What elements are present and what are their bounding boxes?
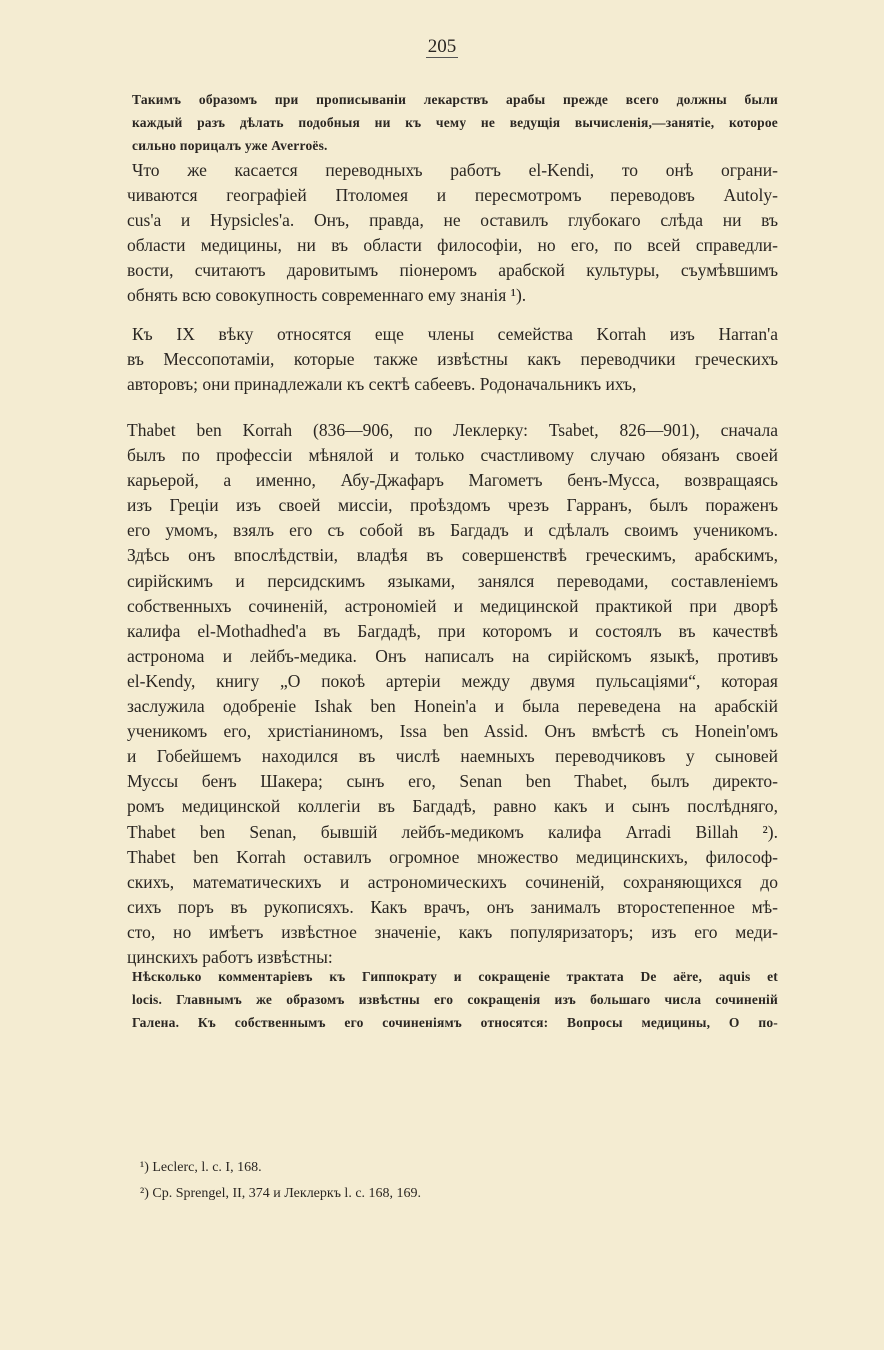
paragraph-kendi (127, 158, 778, 309)
intro-line: Такимъ образомъ при прописываніи лекарствъ арабы прежде всего должны были (132, 92, 778, 107)
text-line: въ Мессопотаміи, которые также извѣстны какъ переводчики греческихъ (127, 349, 778, 370)
text-line: вости, считаютъ даровитымъ піонеромъ арабской культуры, съумѣвшимъ (127, 260, 778, 281)
text-line: заслужила одобреніе Ishak ben Honein'a и была переведена на арабскій (127, 696, 778, 717)
paragraph-korrah-family (127, 322, 778, 397)
text-line: карьерой, а именно, Абу-Джафаръ Магометъ бенъ-Мусса, возвращаясь (127, 470, 778, 491)
text-line: былъ по профессіи мѣнялой и только счастливому случаю обязанъ своей (127, 445, 778, 466)
text-line: Thabet ben Korrah (836—906, по Леклерку: Tsabet, 826—901), сначала (127, 420, 778, 440)
works-list (132, 965, 778, 1034)
intro-text (132, 88, 778, 157)
text-line: Къ IX вѣку относятся еще члены семейства Korrah изъ Harran'a (132, 324, 778, 344)
text-line: Что же касается переводныхъ работъ el-Kendi, то онѣ ограни- (132, 160, 778, 180)
page-number: 205 (427, 36, 457, 57)
text-line: авторовъ; они принадлежали къ сектѣ сабеевъ. Родоначальникъ ихъ, (127, 374, 637, 395)
text-line: сто, но имѣетъ извѣстное значеніе, какъ популяризаторъ; изъ его меди- (127, 921, 778, 942)
text-line: чиваются географіей Птоломея и пересмотромъ переводовъ Autoly- (127, 185, 778, 206)
text-line: Thabet ben Korrah оставилъ огромное множество медицинскихъ, философ- (127, 846, 778, 867)
text-line: цинскихъ работъ извѣстны: (127, 946, 333, 967)
text-line: Thabet ben Senan, бывшій лейбъ-медикомъ калифа Arradi Billah ²). (127, 821, 778, 842)
footnote-1: ¹) Leclerc, l. c. I, 168. (140, 1160, 262, 1175)
text-line: изъ Греціи изъ своей миссіи, проѣздомъ чрезъ Гарранъ, былъ пораженъ (127, 495, 778, 516)
text-line: собственныхъ сочиненій, астрономіей и медицинской практикой при дворѣ (127, 595, 778, 616)
paragraph-thabet (127, 418, 778, 970)
text-line: cus'a и Hypsicles'a. Онъ, правда, не оставилъ глубокаго слѣда ни въ (127, 210, 778, 231)
works-line: Галена. Къ собственнымъ его сочиненіямъ относятся: Вопросы медицины, О по- (132, 1015, 778, 1030)
intro-line: сильно порицалъ уже Averroës. (132, 138, 328, 153)
text-line: области медицины, ни въ области философіи, но его, по всей справедли- (127, 235, 778, 256)
text-line: сирійскимъ и персидскимъ языками, занялся переводами, составленіемъ (127, 570, 778, 591)
text-line: калифа el-Mothadhed'a въ Багдадѣ, при которомъ и состоялъ въ качествѣ (127, 620, 778, 641)
text-line: ромъ медицинской коллегіи въ Багдадѣ, равно какъ и сынъ послѣдняго, (127, 796, 778, 817)
works-line: Нѣсколько комментаріевъ къ Гиппократу и сокращеніе трактата De aëre, aquis et (132, 969, 778, 984)
footnote-2: ²) Ср. Sprengel, II, 374 и Леклеркъ l. c. 168, 169. (140, 1186, 422, 1201)
text-line: обнять всю совокупность современнаго ему знанія ¹). (127, 285, 527, 306)
text-line: el-Kendy, книгу „О покоѣ артеріи между двумя пульсаціями“, которая (127, 670, 778, 691)
text-line: Здѣсь онъ впослѣдствіи, владѣя въ совершенствѣ греческимъ, арабскимъ, (127, 545, 778, 566)
text-line: и Гобейшемъ находился въ числѣ наемныхъ переводчиковъ у сыновей (127, 746, 778, 767)
text-line: ученикомъ его, христіаниномъ, Issa ben Assid. Онъ вмѣстѣ съ Honein'омъ (127, 721, 778, 742)
text-line: Муссы бенъ Шакера; сынъ его, Senan ben Thabet, былъ директо- (127, 771, 778, 792)
text-line: его умомъ, взялъ его съ собой въ Багдадъ и сдѣлалъ своимъ ученикомъ. (127, 520, 778, 541)
text-line: астронома и лейбъ-медика. Онъ написалъ на сирійскомъ языкѣ, противъ (127, 645, 778, 666)
works-line: locis. Главнымъ же образомъ извѣстны его сокращенія изъ большаго числа сочиненій (132, 992, 778, 1007)
text-line: скихъ, математическихъ и астрономическихъ сочиненій, сохраняющихся до (127, 871, 778, 892)
intro-line: каждый разъ дѣлать подобныя ни къ чему не ведущія вычисленія,—занятіе, которое (132, 115, 778, 130)
text-line: сихъ поръ въ рукописяхъ. Какъ врачъ, онъ занималъ второстепенное мѣ- (127, 896, 778, 917)
